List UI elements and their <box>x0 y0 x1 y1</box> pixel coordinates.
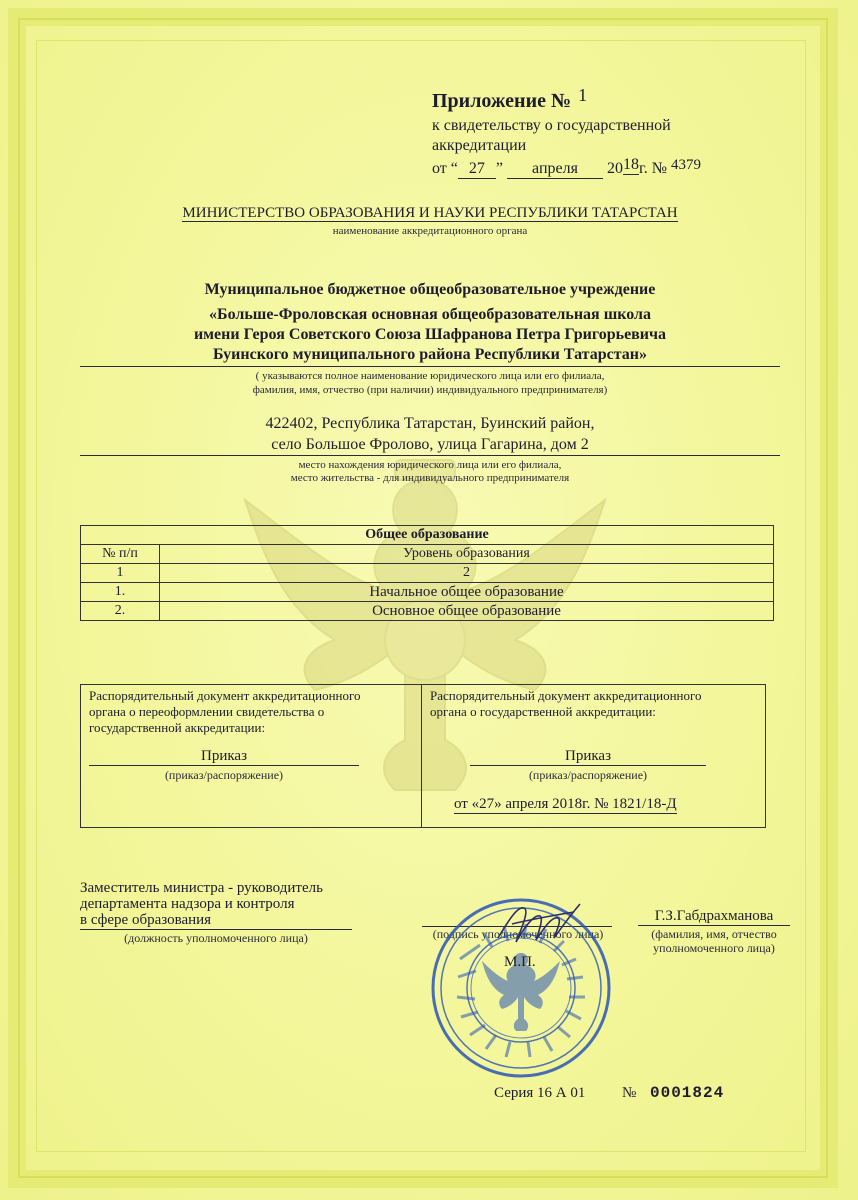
appendix-date: от “ 27 ” апреля 2018г. № 4379 <box>432 156 702 177</box>
table-row: 2. Основное общее образование <box>81 602 774 621</box>
name-caption2: уполномоченного лица) <box>653 941 775 955</box>
table-row: 1. Начальное общее образование <box>81 583 774 602</box>
signatory-position1: Заместитель министра - руководитель <box>80 880 323 896</box>
address-caption1: место нахождения юридического лица или его филиала, <box>298 459 562 471</box>
appendix-line2: аккредитации <box>432 137 527 154</box>
organization-caption1: ( указываются полное наименование юридического лица или его филиала, <box>255 370 605 382</box>
table-title-row <box>81 526 774 545</box>
appendix-number: 1 <box>578 85 588 105</box>
organization-caption2: фамилия, имя, отчество (при наличии) индивидуального предпринимателя) <box>252 384 608 396</box>
education-table <box>80 525 774 621</box>
table-title: Общее образование <box>81 526 774 545</box>
organization-line2: «Больше-Фроловская основная общеобразовательная школа <box>209 306 651 323</box>
table-header-row <box>81 545 774 564</box>
signatory-name: Г.З.Габдрахманова <box>638 908 790 926</box>
address-line2: село Большое Фролово, улица Гагарина, дом 2 <box>80 436 780 456</box>
signatory-position2: департамента надзора и контроля <box>80 896 295 912</box>
ministry-caption: наименование аккредитационного органа <box>332 225 528 237</box>
address-caption2: место жительства - для индивидуального предпринимателя <box>290 472 570 484</box>
reissue-document: Распорядительный документ аккредитационного органа о переоформлении свидетельства о государственной аккредитации: Приказ (приказ/распоряжение) <box>81 685 422 827</box>
appendix-line1: к свидетельству о государственной <box>432 117 671 134</box>
accreditation-doc-type: Приказ <box>470 748 706 766</box>
address-line1: 422402, Республика Татарстан, Буинский район, <box>265 415 595 432</box>
appendix-title: Приложение № 1 <box>432 85 588 112</box>
header-number: № п/п <box>81 545 160 564</box>
organization-line4: Буинского муниципального района Республики Татарстан» <box>80 346 780 367</box>
signatory-position3: в сфере образования <box>80 912 352 930</box>
name-caption1: (фамилия, имя, отчество <box>651 927 777 941</box>
accreditation-document: Распорядительный документ аккредитационного органа о государственной аккредитации: Приказ (приказ/распоряжение) от «27» апреля 2018г. № 1821/18-Д <box>422 685 765 827</box>
table-index-row: 1 2 <box>81 564 774 583</box>
series-number: 0001824 <box>650 1084 725 1102</box>
organization-line3: имени Героя Советского Союза Шафранова Петра Григорьевича <box>193 326 667 343</box>
seal-label: М.П. <box>504 954 536 970</box>
reissue-doc-type: Приказ <box>89 748 359 766</box>
documents-box <box>80 684 766 828</box>
header-level: Уровень образования <box>160 545 774 564</box>
series-label: Серия 16 А 01 <box>494 1085 586 1101</box>
signature-caption: (подпись уполномоченного лица) <box>432 927 604 941</box>
organization-line1: Муниципальное бюджетное общеобразовательное учреждение <box>204 281 656 298</box>
position-caption: (должность уполномоченного лица) <box>124 931 308 945</box>
series-number-sign: № <box>622 1085 637 1101</box>
ministry-name: МИНИСТЕРСТВО ОБРАЗОВАНИЯ И НАУКИ РЕСПУБЛИКИ ТАТАРСТАН <box>182 205 678 221</box>
accreditation-doc-details: от «27» апреля 2018г. № 1821/18-Д <box>454 796 677 812</box>
handwritten-signature-icon <box>494 898 584 948</box>
